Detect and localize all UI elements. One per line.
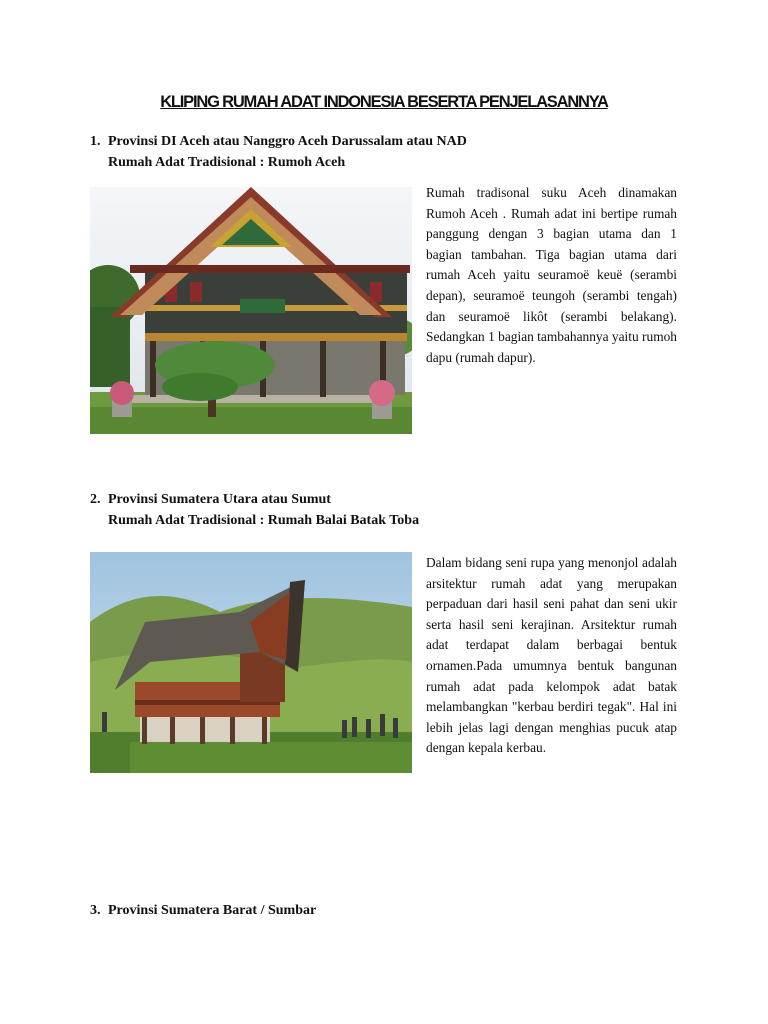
section-3-province: Provinsi Sumatera Barat / Sumbar [108, 903, 317, 918]
section-1-number: 1. [90, 134, 101, 149]
section-1-description: Rumah tradisonal suku Aceh dinamakan Rumoh Aceh . Rumah adat ini bertipe rumah panggung dengan 3 bagian utama dan 1 bagian tambahan. Tiga bagian utama dari rumah Aceh yaitu seuramoë keuë (serambi depan), seuramoë teungoh (serambi tengah) dan seuramoë likôt (serambi belakang). Sedangkan 1 bagian tambahannya yaitu rumoh dapu (rumah dapur). [426, 185, 678, 365]
rumah-balai-batak-toba-photo [90, 552, 412, 773]
section-3-heading [90, 900, 316, 921]
section-1-house: Rumah Adat Tradisional : Rumoh Aceh [108, 155, 346, 170]
section-2-province: Provinsi Sumatera Utara atau Sumut [108, 492, 331, 507]
page-title: KLIPING RUMAH ADAT INDONESIA BESERTA PENJELASANNYA [160, 93, 608, 111]
section-2-house: Rumah Adat Tradisional : Rumah Balai Batak Toba [108, 513, 420, 528]
section-2-number: 2. [90, 492, 101, 507]
section-1-province: Provinsi DI Aceh atau Nanggro Aceh Darussalam atau NAD [108, 134, 467, 149]
section-2-description: Dalam bidang seni rupa yang menonjol adalah arsitektur rumah adat yang merupakan perpaduan dari hasil seni pahat dan seni ukir serta hasil seni kerajinan. Arsitektur rumah adat terdapat dalam berbagai bentuk ornamen.Pada umumnya bentuk bangunan rumah adat pada kelompok adat batak melambangkan "kerbau berdiri tegak". Hal ini lebih jelas lagi dengan menghias pucuk atap dengan kepala kerbau. [426, 555, 677, 756]
section-3-number: 3. [90, 903, 101, 918]
section-2-heading [90, 489, 419, 531]
rumoh-aceh-photo [90, 187, 412, 434]
section-1-heading [90, 131, 467, 173]
